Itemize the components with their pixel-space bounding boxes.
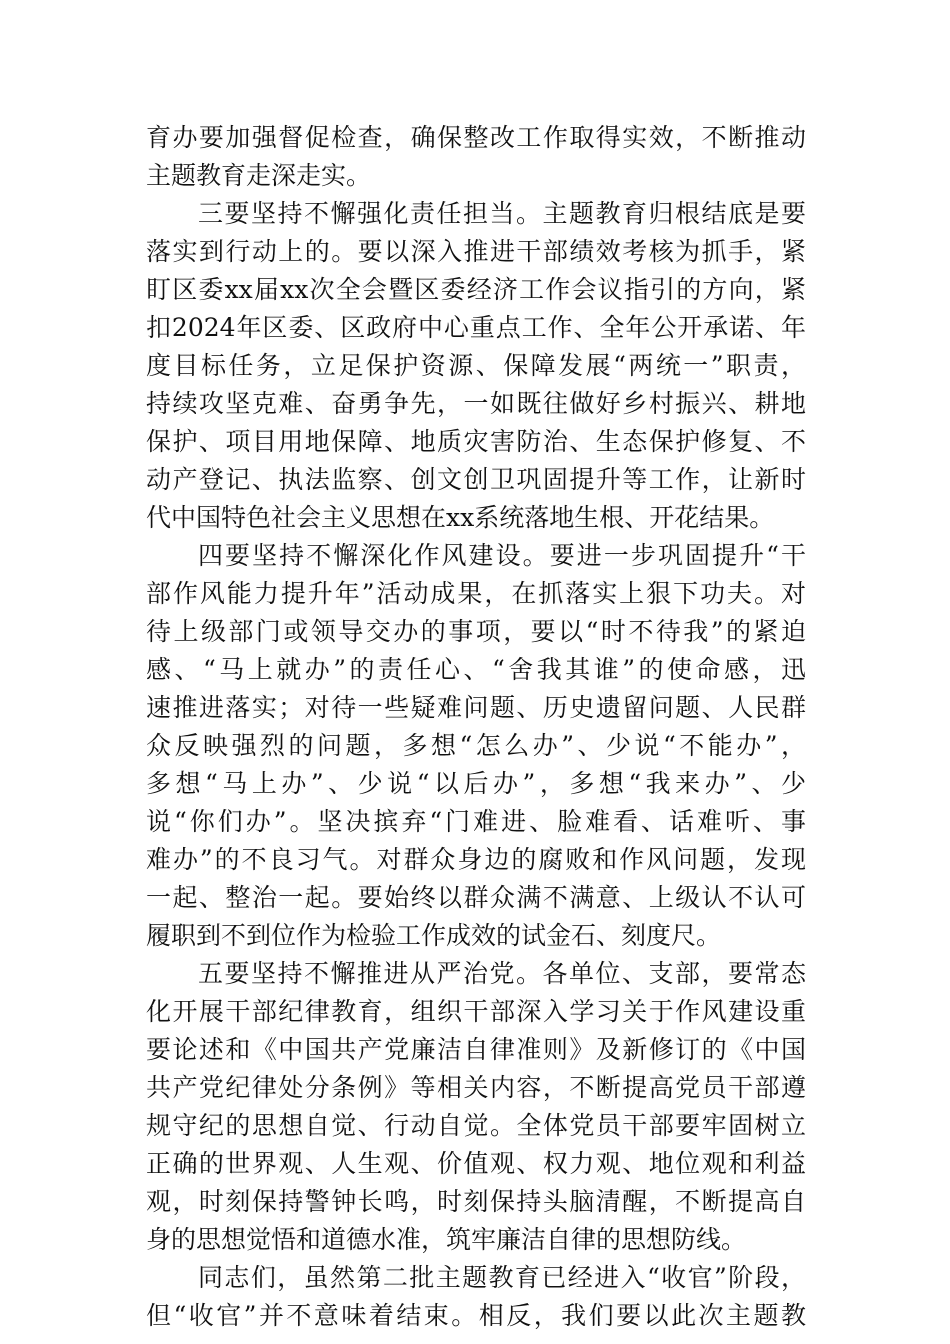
text-line: 众反映强烈的问题，多想“怎么办”、少说“不能办”， [146, 731, 806, 760]
paragraph-first-line: 三要坚持不懈强化责任担当。主题教育归根结底是要 [198, 199, 806, 228]
paragraph-first-line: 五要坚持不懈推进从严治党。各单位、支部，要常态 [198, 959, 806, 988]
text-line: 多想“马上办”、少说“以后办”，多想“我来办”、少 [146, 769, 806, 798]
text-line: 说“你们办”。坚决摈弃“门难进、脸难看、话难听、事 [146, 807, 806, 836]
text-line: 化开展干部纪律教育，组织干部深入学习关于作风建设重 [146, 997, 806, 1026]
text-line: 正确的世界观、人生观、价值观、权力观、地位观和利益 [146, 1149, 806, 1178]
paragraph-first-line: 四要坚持不懈深化作风建设。要进一步巩固提升“干 [198, 541, 806, 570]
text-line: 速推进落实；对待一些疑难问题、历史遗留问题、人民群 [146, 693, 806, 722]
text-line: 身的思想觉悟和道德水准，筑牢廉洁自律的思想防线。 [146, 1225, 747, 1254]
text-line: 扣2024年区委、区政府中心重点工作、全年公开承诺、年 [146, 313, 806, 342]
text-line: 度目标任务，立足保护资源、保障发展“两统一”职责， [146, 351, 806, 380]
text-line: 部作风能力提升年”活动成果，在抓落实上狠下功夫。对 [146, 579, 806, 608]
text-line: 一起、整治一起。要始终以群众满不满意、上级认不认可 [146, 883, 806, 912]
text-line: 要论述和《中国共产党廉洁自律准则》及新修订的《中国 [146, 1035, 806, 1064]
text-line: 感、“马上就办”的责任心、“舍我其谁”的使命感，迅 [146, 655, 806, 684]
text-line: 难办”的不良习气。对群众身边的腐败和作风问题，发现 [146, 845, 806, 874]
text-line: 待上级部门或领导交办的事项，要以“时不待我”的紧迫 [146, 617, 806, 646]
text-line: 盯区委xx届xx次全会暨区委经济工作会议指引的方向，紧 [146, 275, 806, 304]
text-line: 共产党纪律处分条例》等相关内容，不断提高党员干部遵 [146, 1073, 806, 1102]
text-line: 保护、项目用地保障、地质灾害防治、生态保护修复、不 [146, 427, 806, 456]
text-line: 规守纪的思想自觉、行动自觉。全体党员干部要牢固树立 [146, 1111, 806, 1140]
text-line: 代中国特色社会主义思想在xx系统落地生根、开花结果。 [146, 503, 775, 532]
text-line: 履职到不到位作为检验工作成效的试金石、刻度尺。 [146, 921, 722, 950]
text-line: 持续攻坚克难、奋勇争先，一如既往做好乡村振兴、耕地 [146, 389, 806, 418]
text-line: 但“收官”并不意味着结束。相反，我们要以此次主题教 [146, 1301, 806, 1330]
text-line: 落实到行动上的。要以深入推进干部绩效考核为抓手，紧 [146, 237, 806, 266]
text-line: 育办要加强督促检查，确保整改工作取得实效，不断推动 [146, 123, 806, 152]
paragraph-first-line: 同志们，虽然第二批主题教育已经进入“收官”阶段， [198, 1263, 806, 1292]
text-line: 主题教育走深走实。 [146, 161, 372, 190]
text-line: 观，时刻保持警钟长鸣，时刻保持头脑清醒，不断提高自 [146, 1187, 806, 1216]
text-line: 动产登记、执法监察、创文创卫巩固提升等工作，让新时 [146, 465, 806, 494]
